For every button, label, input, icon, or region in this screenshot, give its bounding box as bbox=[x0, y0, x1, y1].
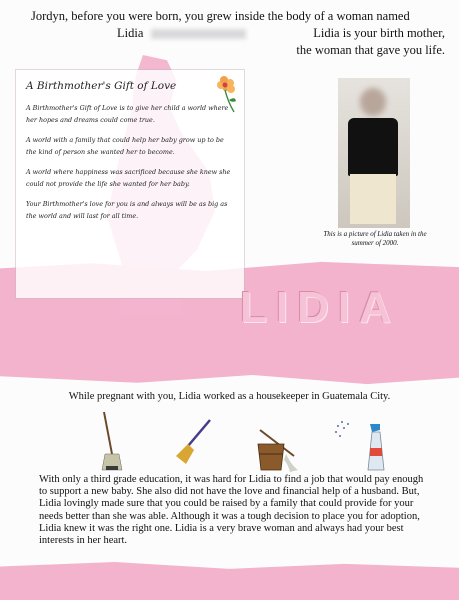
poem-stanza-2: A world with a family that could help her baby grow up to be the kind of person she wanted her to become. bbox=[26, 136, 224, 156]
poem-stanza-1: A Birthmother's Gift of Love is to give her child a world where her hopes and dreams could come true. bbox=[26, 104, 229, 124]
whisk-broom-icon bbox=[172, 410, 212, 474]
broom-icon bbox=[92, 410, 132, 474]
blurred-face bbox=[360, 88, 386, 116]
pink-paper-strip bbox=[0, 562, 459, 600]
mop-bucket-icon bbox=[254, 410, 300, 474]
photo-caption: This is a picture of Lidia taken in the summer of 2000. bbox=[323, 230, 427, 247]
intro-line-2-rest: Lidia is your birth mother, bbox=[313, 26, 445, 40]
intro-line-2 bbox=[25, 25, 445, 42]
story-paragraph: With only a third grade education, it was hard for Lidia to find a job that would pay enough to support a new baby. She also did not have the love and financial help of a husband. But, Lidia lovingly made sure that you could be raised by a family that could provide for your needs better than she was able. Although it was a tough decision to place you for adoption, Lidia knew it was the right one. Lidia is a very brave woman and always had your best interests in her heart. bbox=[39, 474, 424, 547]
flower-icon bbox=[208, 76, 238, 116]
intro-line-3: the woman that gave you life. bbox=[296, 43, 445, 57]
intro-line-1: Jordyn, before you were born, you grew inside the body of a woman named bbox=[31, 9, 410, 23]
poem-stanza-4: Your Birthmother's love for you is and always will be as big as the world and will last for all time. bbox=[26, 200, 228, 220]
poem-stanza-3: A world where happiness was sacrificed because she knew she could not provide the life she wanted for her baby. bbox=[26, 168, 231, 188]
birth-mother-name: Lidia bbox=[117, 26, 144, 40]
housekeeper-text: While pregnant with you, Lidia worked as a housekeeper in Guatemala City. bbox=[68, 391, 391, 402]
intro-text bbox=[25, 8, 445, 59]
spray-bottle-icon bbox=[332, 410, 388, 474]
photo-of-lidia bbox=[338, 78, 410, 228]
poem-card bbox=[16, 70, 244, 298]
embossed-name: LIDIA bbox=[240, 283, 400, 332]
redacted-surname bbox=[151, 29, 246, 39]
poem-title: A Birthmother's Gift of Love bbox=[26, 80, 177, 92]
